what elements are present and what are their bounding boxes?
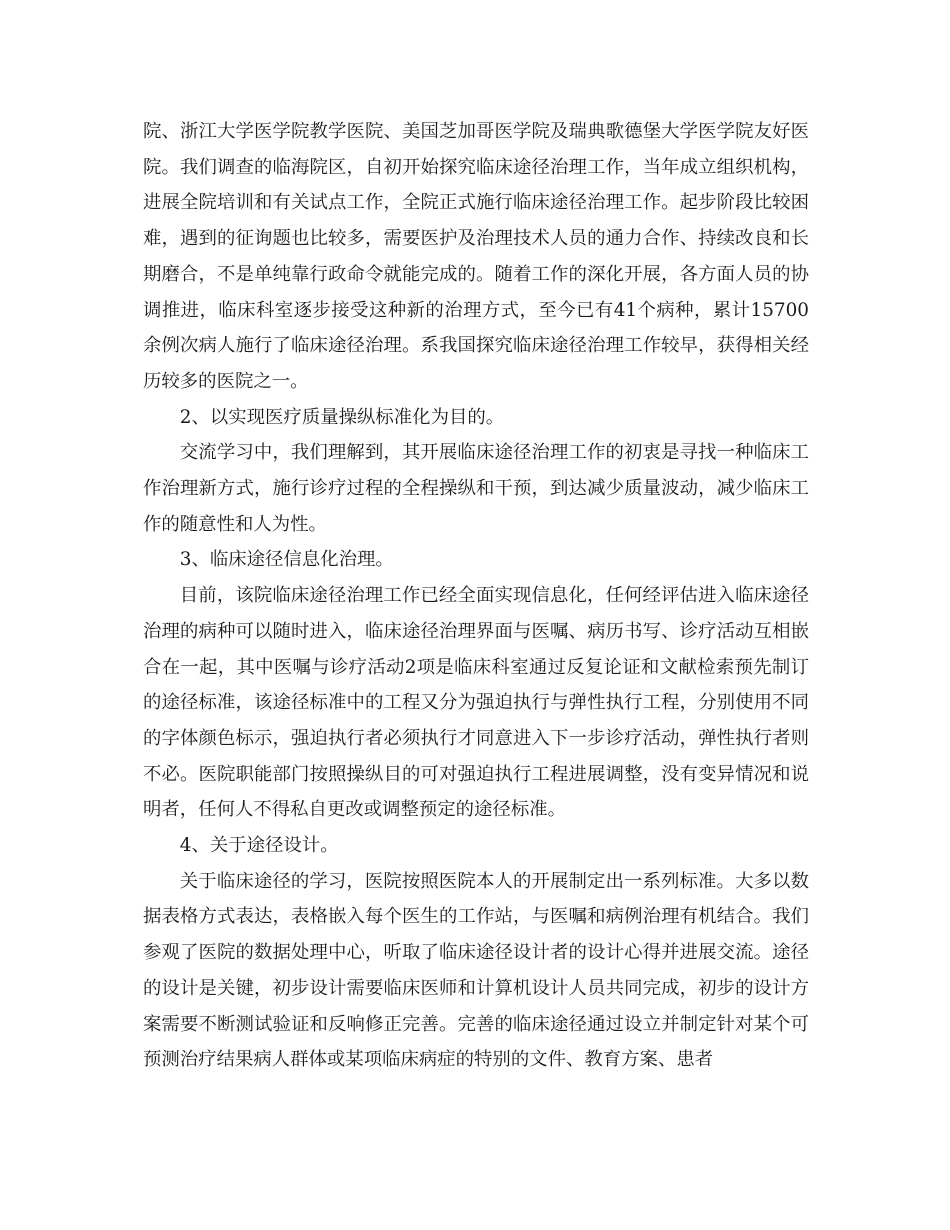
paragraph-hospital-background: 院、浙江大学医学院教学医院、美国芝加哥医学院及瑞典歌德堡大学医学院友好医院。我们调查的临海院区，自初开始探究临床途径治理工作，当年成立组织机构，进展全院培训和有关试点工作，全院正式施行临床途径治理工作。起步阶段比较困难，遇到的征询题也比较多，需要医护及治理技术人员的通力合作、持续改良和长期磨合，不是单纯靠行政命令就能完成的。随着工作的深化开展，各方面人员的协调推进，临床科室逐步接受这种新的治理方式，至今已有41个病种，累计15700余例次病人施行了临床途径治理。系我国探究临床途径治理工作较早，获得相关经历较多的医院之一。 bbox=[143, 121, 809, 392]
paragraph-informatization: 目前，该院临床途径治理工作已经全面实现信息化，任何经评估进入临床途径治理的病种可以随时进入，临床途径治理界面与医嘱、病历书写、诊疗活动互相嵌合在一起，其中医嘱与诊疗活动2项是临床科室通过反复论证和文献检索预先制订的途径标准，该途径标准中的工程又分为强迫执行与弹性执行工程，分别使用不同的字体颜色标示，强迫执行者必须执行才同意进入下一步诊疗活动，弹性执行者则不必。医院职能部门按照操纵目的可对强迫执行工程进展调整，没有变异情况和说明者，任何人不得私自更改或调整预定的途径标准。 bbox=[143, 585, 809, 821]
document-body bbox=[143, 114, 809, 1078]
paragraph-quality-control: 交流学习中，我们理解到，其开展临床途径治理工作的初衷是寻找一种临床工作治理新方式，施行诊疗过程的全程操纵和干预，到达减少质量波动，减少临床工作的随意性和人为性。 bbox=[143, 442, 809, 535]
section-heading-2: 2、以实现医疗质量操纵标准化为目的。 bbox=[179, 406, 505, 428]
paragraph-pathway-design: 关于临床途径的学习，医院按照医院本人的开展制定出一系列标准。大多以数据表格方式表达，表格嵌入每个医生的工作站，与医嘱和病例治理有机结合。我们参观了医院的数据处理中心，听取了临床途径设计者的设计心得并进展交流。途径的设计是关键，初步设计需要临床医师和计算机设计人员共同完成，初步的设计方案需要不断测试验证和反响修正完善。完善的临床途径通过设立并制定针对某个可预测治疗结果病人群体或某项临床病症的特别的文件、教育方案、患者 bbox=[143, 870, 809, 1071]
section-heading-4: 4、关于途径设计。 bbox=[179, 835, 339, 857]
section-heading-3: 3、临床途径信息化治理。 bbox=[179, 549, 394, 571]
